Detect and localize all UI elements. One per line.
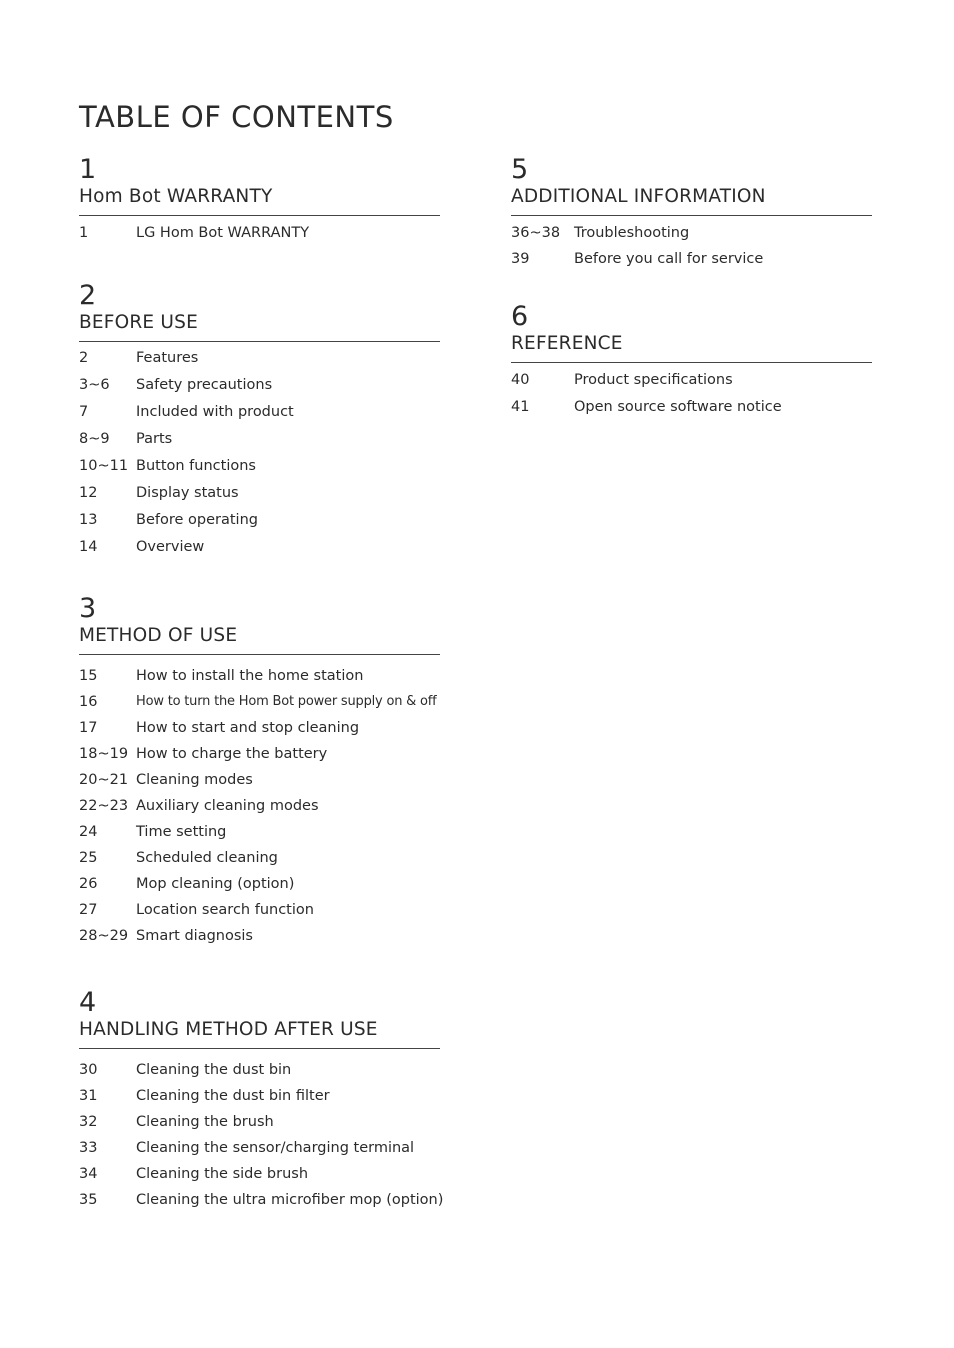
toc-entry[interactable]: [511, 398, 872, 416]
entry-label: Troubleshooting: [574, 225, 690, 241]
entry-page: 33: [79, 1140, 98, 1156]
section-title: REFERENCE: [511, 332, 872, 363]
entry-label: Before you call for service: [574, 251, 764, 267]
entry-page: 20~21: [79, 772, 129, 788]
entry-page: 32: [79, 1114, 98, 1130]
entry-page: 2: [79, 350, 89, 366]
toc-section-2: [79, 281, 440, 556]
toc-entry[interactable]: [79, 430, 440, 448]
toc-entry[interactable]: [511, 250, 872, 268]
toc-section-3: [79, 594, 440, 945]
entry-label: Scheduled cleaning: [136, 850, 278, 866]
entry-label: Product specifications: [574, 372, 733, 388]
toc-section-6: [511, 302, 872, 416]
entry-label: Cleaning modes: [136, 772, 253, 788]
toc-section-1: [79, 155, 440, 242]
toc-entry[interactable]: [79, 745, 440, 763]
section-title: METHOD OF USE: [79, 624, 440, 655]
entry-list: [79, 667, 440, 945]
entry-label: Location search function: [136, 902, 314, 918]
toc-entry[interactable]: [79, 511, 440, 529]
entry-list: [79, 1061, 444, 1209]
toc-entry[interactable]: [79, 1139, 440, 1157]
entry-label: Auxiliary cleaning modes: [136, 798, 319, 814]
toc-entry[interactable]: [79, 1087, 440, 1105]
entry-label: How to start and stop cleaning: [136, 720, 360, 736]
entry-page: 31: [79, 1088, 98, 1104]
entry-page: 14: [79, 539, 98, 555]
entry-label: Mop cleaning (option): [136, 876, 295, 892]
section-title: ADDITIONAL INFORMATION: [511, 185, 872, 216]
entry-list: [511, 371, 872, 416]
section-title: HANDLING METHOD AFTER USE: [79, 1018, 440, 1049]
toc-entry[interactable]: [79, 771, 440, 789]
entry-page: 10~11: [79, 458, 129, 474]
toc-entry[interactable]: [511, 371, 872, 389]
toc-entry[interactable]: [79, 719, 440, 737]
toc-entry[interactable]: [79, 1061, 440, 1079]
entry-page: 24: [79, 824, 98, 840]
section-number: 4: [79, 987, 97, 1018]
section-number: 2: [79, 280, 97, 311]
entry-page: 15: [79, 668, 98, 684]
toc-entry[interactable]: [79, 457, 440, 475]
entry-label: Time setting: [136, 824, 227, 840]
toc-entry[interactable]: [79, 823, 440, 841]
entry-label: Cleaning the side brush: [136, 1166, 309, 1182]
section-number: 1: [79, 154, 97, 185]
entry-page: 25: [79, 850, 98, 866]
entry-list: [511, 224, 872, 268]
toc-entry[interactable]: [511, 224, 872, 242]
entry-page: 22~23: [79, 798, 129, 814]
entry-label: Cleaning the dust bin: [136, 1062, 292, 1078]
entry-page: 18~19: [79, 746, 129, 762]
entry-page: 1: [79, 225, 89, 241]
entry-label: Features: [136, 350, 199, 366]
toc-entry[interactable]: [79, 349, 440, 367]
entry-label: How to turn the Hom Bot power supply on & off: [136, 694, 437, 709]
entry-label: Cleaning the ultra microfiber mop (option): [136, 1192, 444, 1208]
entry-label: Button functions: [136, 458, 256, 474]
entry-page: 27: [79, 902, 98, 918]
entry-label: Cleaning the sensor/charging terminal: [136, 1140, 415, 1156]
toc-entry[interactable]: [79, 667, 440, 685]
entry-label: Smart diagnosis: [136, 928, 253, 944]
entry-label: Cleaning the dust bin filter: [136, 1088, 330, 1104]
toc-entry[interactable]: [79, 1113, 440, 1131]
toc-entry[interactable]: [79, 849, 440, 867]
entry-page: 12: [79, 485, 98, 501]
entry-page: 35: [79, 1192, 98, 1208]
entry-list: [79, 349, 440, 556]
entry-label: LG Hom Bot WARRANTY: [136, 225, 310, 241]
toc-entry[interactable]: [79, 901, 440, 919]
entry-page: 36~38: [511, 225, 561, 241]
toc-entry[interactable]: [79, 797, 440, 815]
entry-label: Display status: [136, 485, 239, 501]
toc-entry[interactable]: [79, 224, 440, 242]
entry-label: How to install the home station: [136, 668, 364, 684]
entry-page: 30: [79, 1062, 98, 1078]
entry-label: Overview: [136, 539, 205, 555]
entry-label: Open source software notice: [574, 399, 782, 415]
toc-entry[interactable]: [79, 403, 440, 421]
toc-entry[interactable]: [79, 484, 440, 502]
entry-page: 13: [79, 512, 98, 528]
section-title: Hom Bot WARRANTY: [79, 185, 440, 216]
entry-label: How to charge the battery: [136, 746, 328, 762]
toc-entry[interactable]: [79, 1165, 440, 1183]
toc-entry[interactable]: [79, 1191, 444, 1209]
entry-page: 39: [511, 251, 530, 267]
section-number: 6: [511, 301, 529, 332]
section-number: 5: [511, 154, 529, 185]
entry-page: 8~9: [79, 431, 110, 447]
toc-section-5: [511, 155, 872, 268]
entry-page: 41: [511, 399, 530, 415]
entry-list: [79, 224, 440, 242]
toc-entry[interactable]: [79, 376, 440, 394]
entry-label: Cleaning the brush: [136, 1114, 274, 1130]
toc-entry[interactable]: [79, 693, 440, 711]
section-title: BEFORE USE: [79, 311, 440, 342]
entry-page: 40: [511, 372, 530, 388]
toc-entry[interactable]: [79, 927, 440, 945]
entry-page: 7: [79, 404, 89, 420]
toc-section-4: [79, 987, 444, 1209]
entry-label: Parts: [136, 431, 173, 447]
entry-label: Before operating: [136, 512, 258, 528]
entry-page: 17: [79, 720, 98, 736]
toc-entry[interactable]: [79, 875, 440, 893]
entry-page: 3~6: [79, 377, 110, 393]
entry-page: 26: [79, 876, 98, 892]
entry-label: Safety precautions: [136, 377, 273, 393]
section-number: 3: [79, 593, 97, 624]
entry-page: 16: [79, 694, 98, 710]
entry-label: Included with product: [136, 404, 294, 420]
page-title: TABLE OF CONTENTS: [79, 100, 394, 134]
entry-page: 34: [79, 1166, 98, 1182]
toc-entry[interactable]: [79, 538, 440, 556]
entry-page: 28~29: [79, 928, 129, 944]
